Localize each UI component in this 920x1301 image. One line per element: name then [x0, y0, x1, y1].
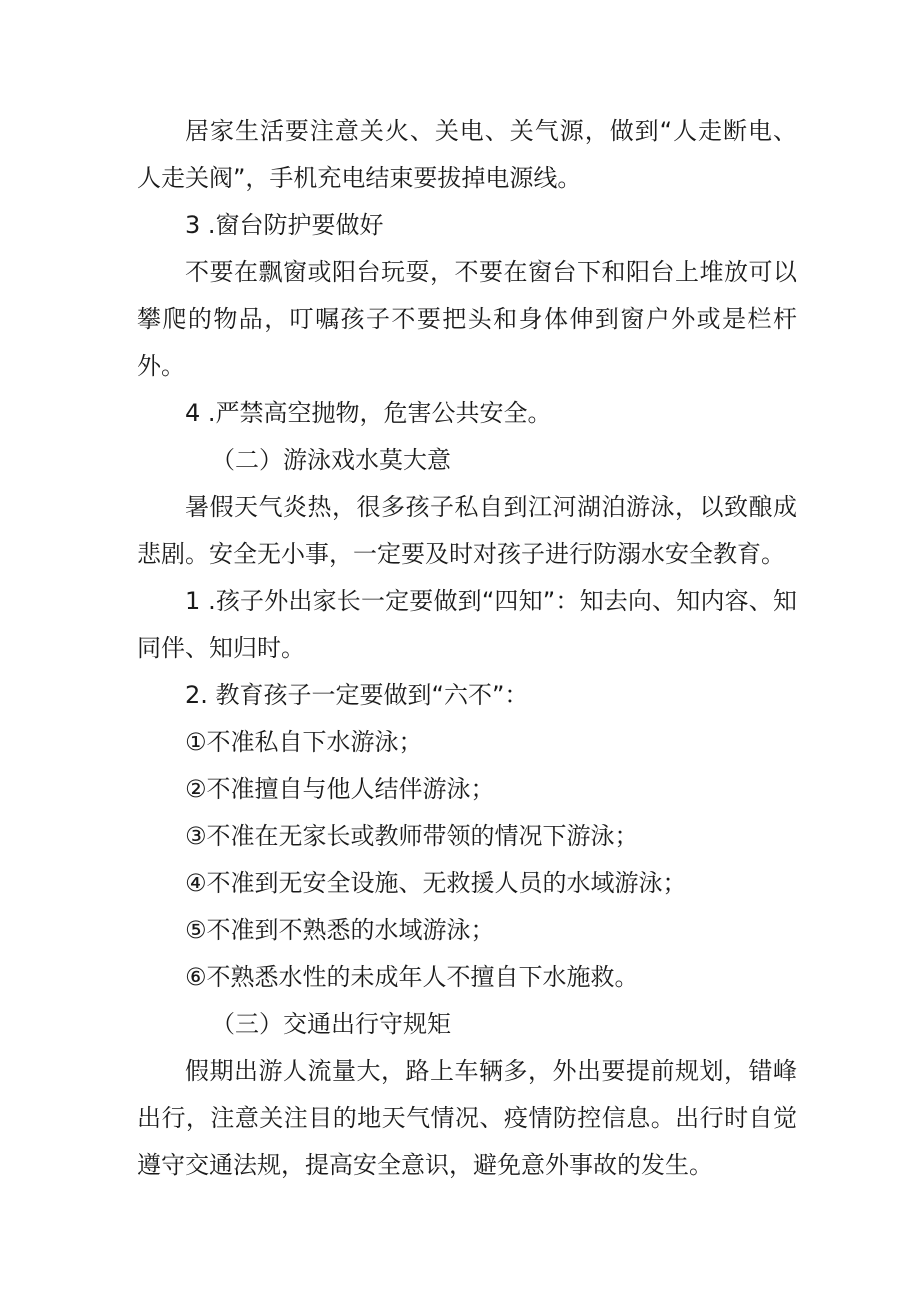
document-body [137, 108, 797, 1189]
list-item-six-nots-1: ①不准私自下水游泳； [185, 728, 423, 756]
item-heading-window-protection: 3 .窗台防护要做好 [185, 211, 384, 239]
list-item-six-nots-6: ⑥不熟悉水性的未成年人不擅自下水施救。 [185, 963, 639, 991]
list-item-six-nots-4: ④不准到无安全设施、无救援人员的水域游泳； [185, 869, 687, 897]
section-heading-swimming: （二）游泳戏水莫大意 [211, 446, 451, 474]
item-heading-high-altitude-throwing: 4 .严禁高空抛物，危害公共安全。 [185, 399, 552, 427]
list-item-six-nots-3: ③不准在无家长或教师带领的情况下游泳； [185, 822, 639, 850]
paragraph-traffic-safety: 假期出游人流量大，路上车辆多，外出要提前规划，错峰出行，注意关注目的地天气情况、疫情防控信息。出行时自觉遵守交通法规，提高安全意识，避免意外事故的发生。 [137, 1057, 797, 1179]
paragraph-summer-drowning: 暑假天气炎热，很多孩子私自到江河湖泊游泳，以致酿成悲剧。安全无小事，一定要及时对孩子进行防溺水安全教育。 [137, 493, 797, 568]
list-item-six-nots-2: ②不准擅自与他人结伴游泳； [185, 775, 495, 803]
section-heading-traffic: （三）交通出行守规矩 [211, 1010, 451, 1038]
item-six-nots-heading: 2. 教育孩子一定要做到“六不”： [185, 681, 529, 709]
paragraph-window-protection: 不要在飘窗或阳台玩耍，不要在窗台下和阳台上堆放可以攀爬的物品，叮嘱孩子不要把头和身体伸到窗户外或是栏杆外。 [137, 258, 797, 380]
item-four-knows: 1 .孩子外出家长一定要做到“四知”：知去向、知内容、知同伴、知归时。 [137, 587, 797, 662]
paragraph-power-gas-safety: 居家生活要注意关火、关电、关气源，做到“人走断电、人走关阀”，手机充电结束要拔掉电源线。 [137, 117, 797, 192]
list-item-six-nots-5: ⑤不准到不熟悉的水域游泳； [185, 916, 495, 944]
